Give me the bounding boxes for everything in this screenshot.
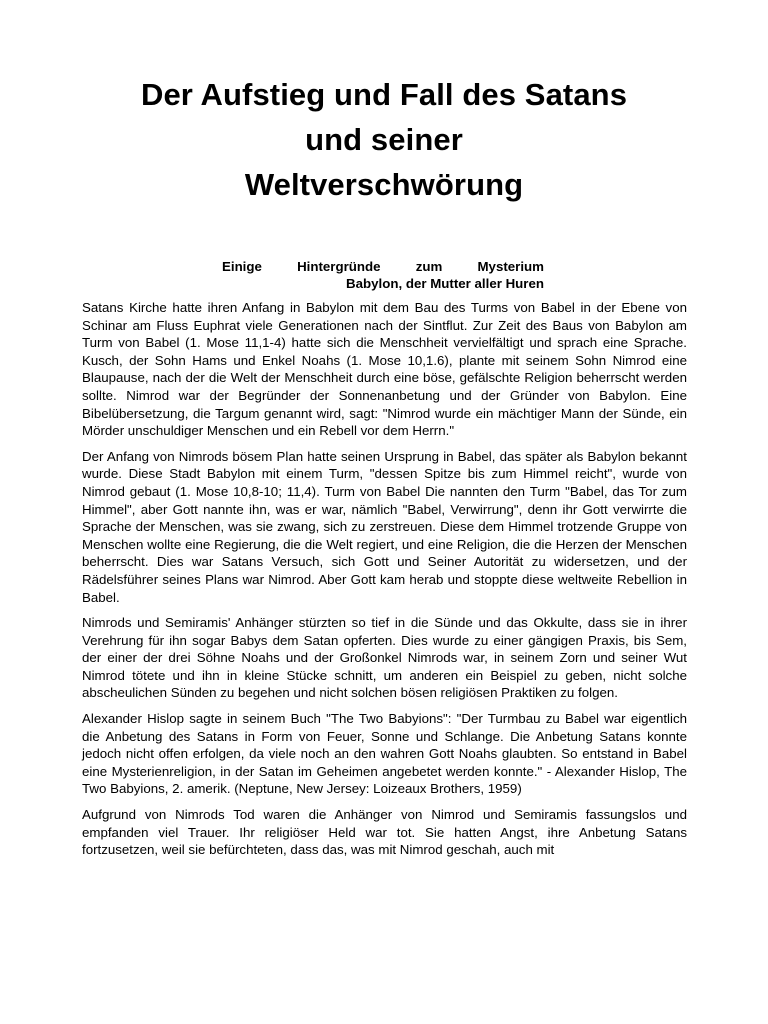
title-line-1: Der Aufstieg und Fall des Satans — [140, 77, 628, 112]
paragraph-4: Alexander Hislop sagte in seinem Buch "The Two Babyions": "Der Turmbau zu Babel war eigentlich die Anbetung des Satans in Form von Feuer, Sonne und Schlange. Die Anbetung Satans konnte jedoch nicht offen erfolgen, da viele noch an den wahren Gott Noahs glaubten. So entstand in Babel eine Mysterienreligion, in der Satan im Geheimen angebetet werden konnte." - Alexander Hislop, The Two Babyions, 2. amerik. (Neptune, New Jersey: Loizeaux Brothers, 1959) — [82, 711, 687, 797]
title-line-2: und seiner — [305, 122, 463, 157]
section-heading-line-2: Babylon, der Mutter aller Huren — [345, 276, 544, 291]
heading-word: Mysterium — [477, 259, 544, 274]
body-text — [82, 299, 687, 867]
paragraph-2: Der Anfang von Nimrods bösem Plan hatte seinen Ursprung in Babel, das später als Babylon bekannt wurde. Diese Stadt Babylon mit einem Turm, "dessen Spitze bis zum Himmel reicht", wurde von Nimrod gebaut (1. Mose 10,8-10; 11,4). Turm von Babel Die nannten den Turm "Babel, das Tor zum Himmel", aber Gott nannte ihn, was er war, nämlich "Babel, Verwirrung", denn ihr Gott verwirrte die Sprache der Menschen, was sie zwang, sich zu zerstreuen. Diese dem Himmel trotzende Gruppe von Menschen wollte eine Regierung, die die Welt regiert, und eine Religion, die die Herzen der Menschen beherrscht. Dies war Satans Versuch, sich Gott und Seiner Autorität zu widersetzen, und der Rädelsführer seines Plans war Nimrod. Aber Gott kam herab und stoppte diese weltweite Rebellion in Babel. — [82, 448, 687, 605]
section-heading-line-1 — [222, 258, 544, 275]
section-heading — [222, 258, 544, 292]
paragraph-5: Aufgrund von Nimrods Tod waren die Anhänger von Nimrod und Semiramis fassungslos und empfanden viel Trauer. Ihr religiöser Held war tot. Sie hatten Angst, ihre Anbetung Satans fortzusetzen, weil sie befürchteten, dass das, was mit Nimrod geschah, auch mit — [82, 807, 687, 858]
paragraph-3: Nimrods und Semiramis' Anhänger stürzten so tief in die Sünde und das Okkulte, dass sie in ihrer Verehrung für ihn sogar Babys dem Satan opferten. Dies wurde zu einer gängigen Praxis, bis Sem, der einer der drei Söhne Noahs und der Großonkel Nimrods war, in seinem Zorn und seiner Wut Nimrod tötete und ihn in kleine Stücke schnitt, um anderen ein Beispiel zu geben, nicht solche abscheulichen Sünden zu begehen und nicht solchen bösen religiösen Praktiken zu folgen. — [82, 615, 687, 701]
heading-word: zum — [415, 259, 443, 274]
title-line-3: Weltverschwörung — [244, 167, 524, 202]
page-title — [0, 72, 768, 207]
heading-word: Einige — [222, 259, 262, 274]
paragraph-1: Satans Kirche hatte ihren Anfang in Babylon mit dem Bau des Turms von Babel in der Ebene von Schinar am Fluss Euphrat viele Generationen nach der Sintflut. Zur Zeit des Baus von Babylon am Turm von Babel (1. Mose 11,1-4) hatte sich die Menschheit vervielfältigt und sprach eine Sprache. Kusch, der Sohn Hams und Enkel Noahs (1. Mose 10,1.6), plante mit seinem Sohn Nimrod eine Blaupause, nach der die Welt der Menschheit durch eine böse, gefälschte Religion beherrscht werden sollte. Nimrod war der Begründer der Sonnenanbetung und der Gründer von Babylon. Eine Bibelübersetzung, die Targum genannt wird, sagt: "Nimrod wurde ein mächtiger Mann der Sünde, ein Mörder unschuldiger Menschen und ein Rebell vor dem Herrn." — [82, 300, 687, 439]
heading-word: Hintergründe — [297, 259, 381, 274]
